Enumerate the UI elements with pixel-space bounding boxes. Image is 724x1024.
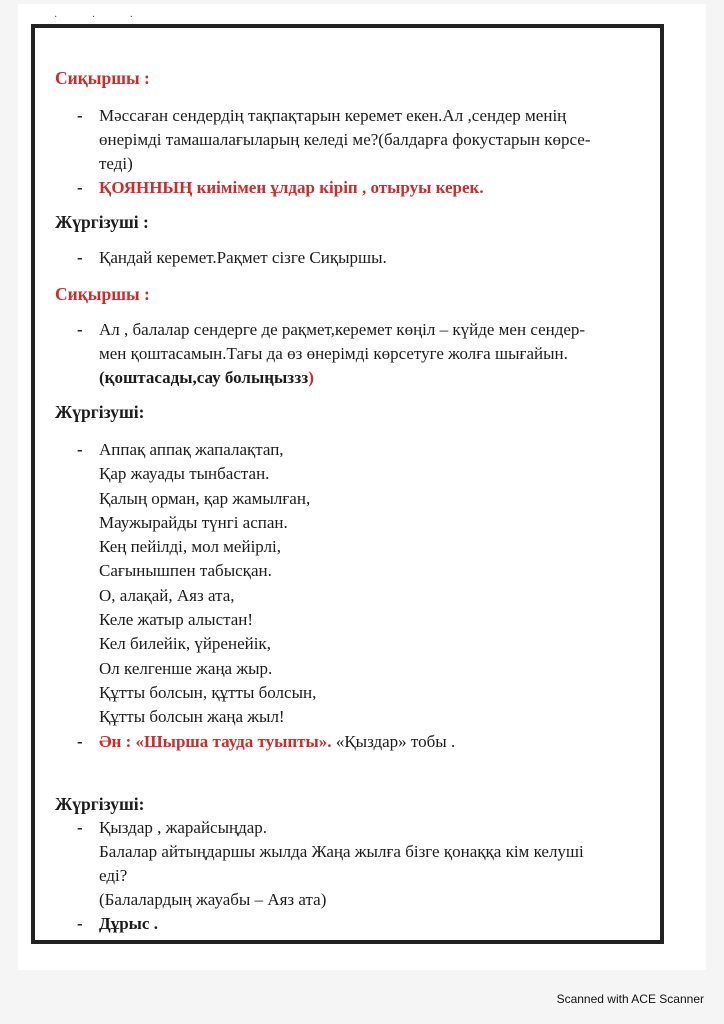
line-text: өнерімді тамашалағыларың келеді ме?(балдарға фокустарын көрсе- [99, 130, 591, 149]
line-text: Дұрыс . [99, 913, 158, 933]
dialogue-line [55, 342, 655, 366]
poem-line: Кел билейік, үйренейік, [99, 634, 271, 654]
line-text: еді? [99, 865, 128, 885]
poem-line: Қалың орман, қар жамылған, [99, 488, 311, 508]
dialogue-line [55, 246, 655, 270]
stage-direction-text: ҚОЯННЫҢ киімімен ұлдар кіріп , отыруы керек. [99, 178, 484, 197]
poem-line: Аппақ аппақ жапалақтап, [99, 440, 284, 459]
speaker-heading: Жүргізуші : [55, 212, 149, 232]
poem [55, 438, 655, 730]
speaker-heading: Сиқыршы : [55, 284, 150, 304]
script-content [55, 60, 655, 936]
list-dash: - [77, 106, 83, 125]
speaker-heading: Сиқыршы : [55, 68, 150, 88]
dialogue-line [55, 912, 655, 936]
speaker-heading: Жүргізуші: [55, 402, 145, 422]
list-dash: - [77, 248, 83, 267]
poem-line: Құтты болсын жаңа жыл! [99, 707, 285, 727]
farewell-text: (қоштасады,сау болыңыззз [99, 368, 309, 387]
dialogue-line [55, 864, 655, 888]
song-title: Ән : «Шырша тауда туыпты». [99, 731, 332, 751]
dialogue-line [55, 104, 655, 128]
dialogue-line [55, 152, 655, 176]
song-line [55, 730, 655, 754]
dialogue-line [55, 888, 655, 912]
list-dash: - [77, 440, 83, 459]
list-dash: - [77, 320, 83, 339]
poem-line: Ол келгенше жаңа жыр. [99, 658, 273, 678]
line-text: мен қоштасамын.Тағы да өз өнерімді көрсетуге жолға шығайын. [99, 344, 568, 363]
dialogue-line [55, 128, 655, 152]
dialogue-line [55, 840, 655, 864]
dialogue-line [55, 816, 655, 840]
dialogue-line [55, 318, 655, 342]
scan-specks: · · · [54, 12, 149, 23]
speaker-heading: Жүргізуші: [55, 793, 145, 814]
line-text: теді) [99, 154, 133, 173]
scanner-watermark: Scanned with ACE Scanner [556, 992, 704, 1006]
poem-line: Кең пейілді, мол мейірлі, [99, 537, 282, 557]
line-text: Ал , балалар сендерге де рақмет,керемет көңіл – күйде мен сендер- [99, 320, 586, 339]
line-text: (Балалардың жауабы – Аяз ата) [99, 889, 327, 909]
farewell-paren: ) [308, 368, 314, 387]
list-dash: - [77, 913, 83, 933]
poem-line: Келе жатыр алыстан! [99, 610, 254, 630]
poem-line: О, алақай, Аяз ата, [99, 585, 235, 605]
poem-line: Сағынышпен табысқан. [99, 561, 272, 581]
line-text: Қандай керемет.Рақмет сізге Сиқыршы. [99, 248, 387, 267]
line-text: Қыздар , жарайсыңдар. [99, 817, 268, 837]
list-dash: - [77, 731, 83, 751]
dialogue-line [55, 366, 655, 390]
poem-line: Маужырайды түнгі аспан. [99, 512, 288, 532]
line-text: Балалар айтыңдаршы жылда Жаңа жылға бізге қонаққа кім келуші [99, 841, 584, 861]
line-text: Мәссаған сендердің тақпақтарын керемет екен.Ал ,сендер менің [99, 106, 567, 125]
stage-direction [55, 176, 655, 200]
list-dash: - [77, 817, 83, 837]
poem-line: Құтты болсын, құтты болсын, [99, 682, 317, 702]
poem-line: Қар жауады тынбастан. [99, 464, 270, 484]
song-performers: «Қыздар» тобы . [331, 731, 456, 751]
list-dash: - [77, 178, 83, 197]
